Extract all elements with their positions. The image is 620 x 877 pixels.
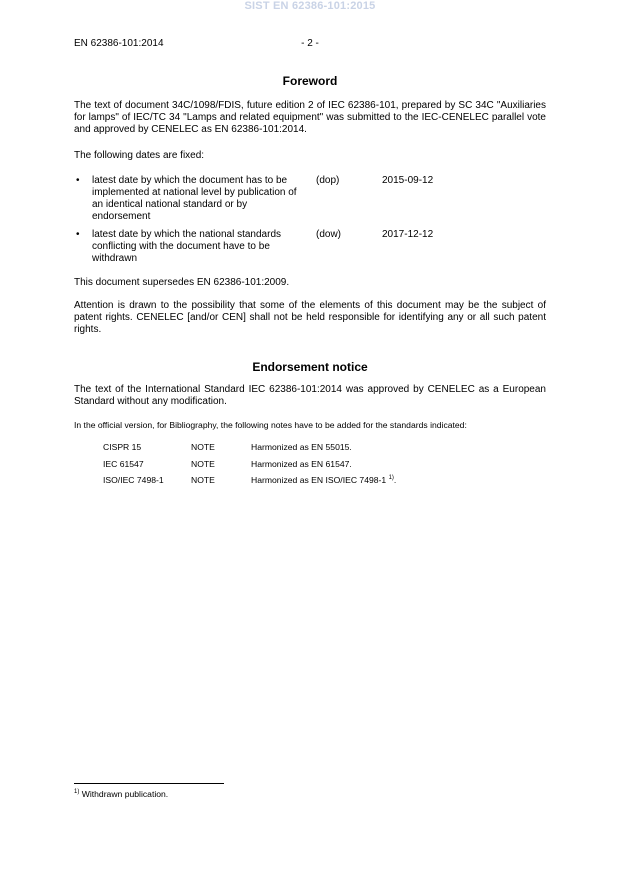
foreword-intro-paragraph: The text of document 34C/1098/FDIS, future edition 2 of IEC 62386-101, prepared by SC 34C "Auxiliaries for lamps" of IEC/TC 34 "Lamps and related equipment" was submitted to the IEC-CENELEC parallel vote and approved by CENELEC as EN 62386-101:2014.: [74, 100, 546, 135]
note-label: NOTE: [191, 459, 215, 469]
footnote-mark: 1): [74, 789, 80, 795]
dates-intro: The following dates are fixed:: [74, 150, 205, 161]
dow-code: (dow): [316, 229, 342, 240]
note-text: Harmonized as EN ISO/IEC 7498-1: [251, 475, 387, 485]
note-standard: CISPR 15: [103, 442, 142, 452]
dow-date: 2017-12-12: [382, 229, 434, 240]
note-text-with-footnote: [251, 475, 396, 486]
footnote-reference[interactable]: 1): [388, 475, 394, 481]
endorsement-paragraph: The text of the International Standard IEC 62386-101:2014 was approved by CENELEC as a European Standard without any modification.: [74, 384, 546, 407]
header-page-number: - 2 -: [301, 38, 319, 49]
supersedes-paragraph: This document supersedes EN 62386-101:2009.: [74, 277, 290, 288]
note-standard: IEC 61547: [103, 459, 144, 469]
bullet-dop: •: [76, 175, 80, 186]
note-text: Harmonized as EN 55015.: [251, 442, 352, 452]
dop-code: (dop): [316, 175, 340, 186]
patent-paragraph: Attention is drawn to the possibility that some of the elements of this document may be the subject of patent rights. CENELEC [and/or CEN] shall not be held responsible for identifying any or all such patent rights.: [74, 300, 546, 335]
dop-date: 2015-09-12: [382, 175, 434, 186]
note-text: Harmonized as EN 61547.: [251, 459, 352, 469]
header-document-id: EN 62386-101:2014: [74, 38, 164, 49]
dow-description: latest date by which the national standards conflicting with the document have to be withdrawn: [92, 229, 282, 264]
dop-description: latest date by which the document has to be implemented at national level by publication of an identical national standard or by endorsement: [92, 175, 297, 222]
footnote-text: Withdrawn publication.: [79, 789, 169, 799]
note-tail: .: [393, 475, 397, 485]
note-label: NOTE: [191, 442, 215, 452]
endorsement-heading: Endorsement notice: [252, 360, 368, 374]
footnote-separator: [74, 783, 224, 784]
bullet-dow: •: [76, 229, 80, 240]
watermark-label: SIST EN 62386-101:2015: [244, 0, 376, 12]
note-label: NOTE: [191, 475, 215, 485]
foreword-heading: Foreword: [282, 74, 338, 88]
bibliography-intro: In the official version, for Bibliography, the following notes have to be added for the standards indicated:: [74, 420, 467, 430]
note-standard: ISO/IEC 7498-1: [103, 475, 164, 485]
footnote: [74, 789, 168, 800]
